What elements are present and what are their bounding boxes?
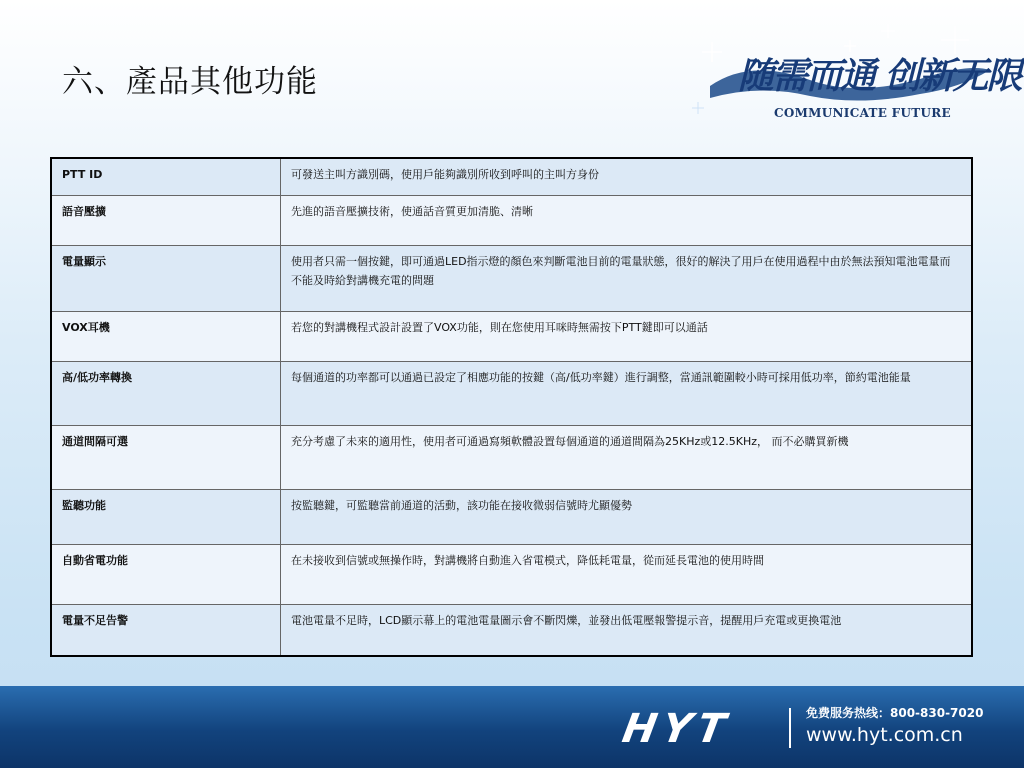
- slide-title: 六、產品其他功能: [62, 64, 318, 100]
- table-row: [51, 245, 972, 311]
- table-row: [51, 489, 972, 544]
- table-row: [51, 158, 972, 195]
- website-url: www.hyt.com.cn: [806, 724, 963, 746]
- table-row: [51, 425, 972, 489]
- feature-description: 若您的對講機程式設計設置了VOX功能，則在您使用耳咪時無需按下PTT鍵即可以通話: [281, 311, 973, 361]
- feature-table: [50, 157, 973, 657]
- hyt-logo: HYT: [618, 706, 735, 752]
- feature-description: 充分考慮了未來的適用性，使用者可通過寫頻軟體設置每個通道的通道間隔為25KHz或12.5KHz， 而不必購買新機: [281, 425, 973, 489]
- feature-description: 每個通道的功率都可以通過已設定了相應功能的按鍵（高/低功率鍵）進行調整，當通訊範圍較小時可採用低功率，節約電池能量: [281, 361, 973, 425]
- feature-description: 可發送主叫方識別碼，使用戶能夠識別所收到呼叫的主叫方身份: [281, 158, 973, 195]
- table-row: [51, 544, 972, 604]
- feature-description: 按監聽鍵，可監聽當前通道的活動，該功能在接收微弱信號時尤顯優勢: [281, 489, 973, 544]
- feature-name: VOX耳機: [51, 311, 281, 361]
- logo-slogan: 随需而通 创新无限: [738, 55, 1021, 97]
- table-row: [51, 311, 972, 361]
- feature-name: 通道間隔可選: [51, 425, 281, 489]
- brand-logo: [690, 18, 1021, 128]
- feature-name: 電量顯示: [51, 245, 281, 311]
- logo-tagline: COMMUNICATE FUTURE: [774, 106, 951, 120]
- feature-description: 使用者只需一個按鍵，即可通過LED指示燈的顏色來判斷電池目前的電量狀態，很好的解決了用戶在使用過程中由於無法預知電池電量而不能及時給對講機充電的問題: [281, 245, 973, 311]
- feature-name: 語音壓擴: [51, 195, 281, 245]
- table-row: [51, 361, 972, 425]
- table-row: [51, 195, 972, 245]
- feature-description: 在未接收到信號或無操作時，對講機將自動進入省電模式，降低耗電量，從而延長電池的使用時間: [281, 544, 973, 604]
- feature-description: 電池電量不足時，LCD顯示幕上的電池電量圖示會不斷閃爍，並發出低電壓報警提示音，提醒用戶充電或更換電池: [281, 604, 973, 656]
- table-row: [51, 604, 972, 656]
- feature-name: 自動省電功能: [51, 544, 281, 604]
- footer-bar: [0, 686, 1024, 768]
- feature-description: 先進的語音壓擴技術，使通話音質更加清脆、清晰: [281, 195, 973, 245]
- feature-name: 電量不足告警: [51, 604, 281, 656]
- feature-name: 高/低功率轉換: [51, 361, 281, 425]
- service-hotline: 免费服务热线：800-830-7020: [806, 706, 984, 720]
- feature-name: PTT ID: [51, 158, 281, 195]
- feature-name: 監聽功能: [51, 489, 281, 544]
- footer-divider: [789, 708, 791, 748]
